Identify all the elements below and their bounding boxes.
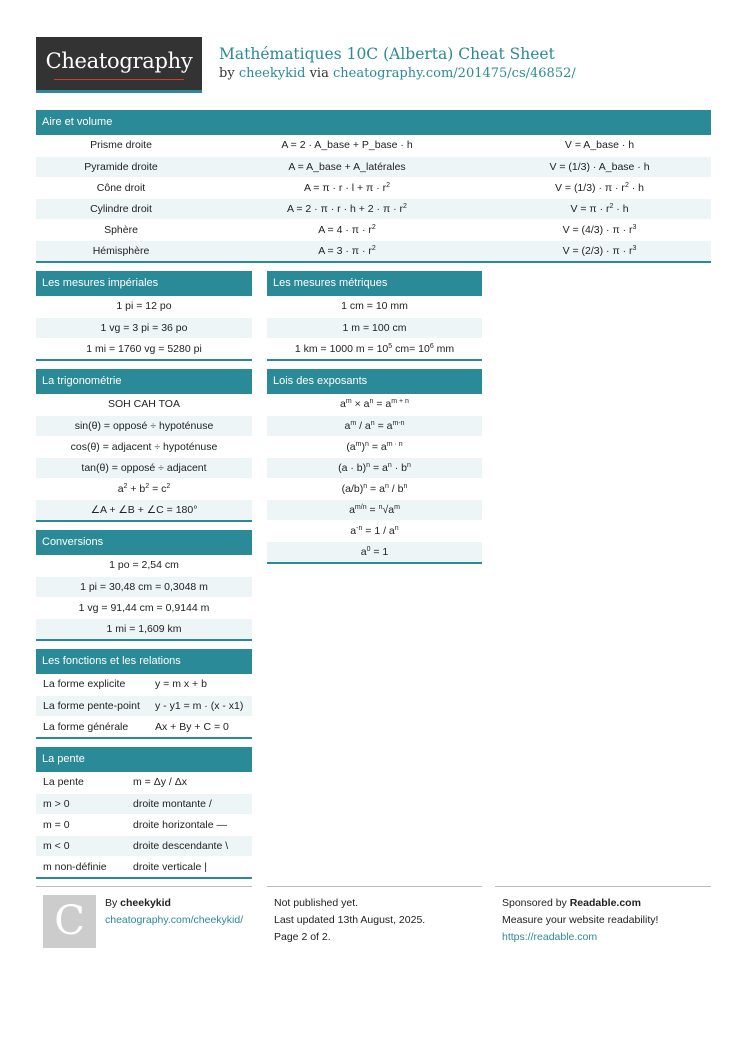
table-row: m non-définie droite verticale | bbox=[36, 856, 252, 877]
area-formula: $A = 4 \cdot \pi \cdot r^2$ bbox=[318, 224, 376, 236]
sponsor-name: Readable.com bbox=[569, 897, 641, 909]
shape-name: Hémisphère bbox=[92, 245, 150, 257]
page-number: Page 2 of 2. bbox=[274, 931, 331, 943]
shape-name: Prisme droite bbox=[90, 139, 152, 151]
list-item: 1 po = 2,54 cm bbox=[109, 559, 179, 571]
list-item: 1 vg = 3 pi = 36 po bbox=[36, 317, 252, 338]
list-item: 1 km = 1000 $m = 10^5$ $cm= 10^6$ mm bbox=[267, 338, 482, 359]
area-formula: $A = \pi \cdot r \cdot l + \pi \cdot r^2$ bbox=[303, 182, 391, 194]
table-row bbox=[36, 240, 711, 261]
section-title: Conversions bbox=[36, 530, 252, 555]
volume-formula: $V = \pi \cdot r^2 \cdot h$ bbox=[570, 203, 629, 215]
list-item: $a^m / a^n = a^{m-n}$ bbox=[267, 415, 482, 436]
list-item: cos(θ) = adjacent ÷ hypoténuse bbox=[36, 436, 252, 457]
footer-status bbox=[267, 886, 482, 956]
sponsor-link[interactable]: https://readable.com bbox=[502, 931, 598, 943]
list-item: $(a \cdot b)^n = a^n \cdot b^n$ bbox=[267, 457, 482, 478]
volume-formula: $V = (1/3) \cdot \pi \cdot r^2 \cdot h$ bbox=[554, 182, 645, 194]
table-row bbox=[36, 177, 711, 198]
list-item: $(a/b)^n = a^n / b^n$ bbox=[267, 478, 482, 499]
list-item: sin(θ) = opposé ÷ hypoténuse bbox=[36, 415, 252, 436]
by-prefix: by bbox=[219, 66, 235, 81]
table-row: m > 0 droite montante / bbox=[36, 793, 252, 814]
by-label: By bbox=[105, 897, 121, 909]
area-formula: $A = 2 \cdot \pi \cdot r \cdot h + 2 \cdot \pi \cdot r^2$ bbox=[287, 203, 407, 215]
list-item: SOH CAH TOA bbox=[108, 398, 180, 410]
list-item: 1 pi = 12 po bbox=[116, 300, 172, 312]
exponents-section bbox=[267, 369, 482, 564]
section-title: Les mesures métriques bbox=[267, 271, 482, 296]
list-item: 1 cm = 10 mm bbox=[341, 300, 408, 312]
slope-section bbox=[36, 747, 252, 879]
list-item: 1 mi = 1,609 km bbox=[36, 618, 252, 639]
table-row bbox=[36, 135, 711, 156]
volume-formula: V = (1/3) · A_base · h bbox=[549, 161, 650, 173]
area-formula: A = 2 · A_base + P_base · h bbox=[281, 139, 413, 151]
section-title: Lois des exposants bbox=[267, 369, 482, 394]
footer-author bbox=[36, 886, 252, 956]
functions-section bbox=[36, 649, 252, 739]
page-title: Mathématiques 10C (Alberta) Cheat Sheet bbox=[219, 45, 555, 63]
published-status: Not published yet. bbox=[274, 897, 359, 909]
section-title: Les mesures impériales bbox=[36, 271, 252, 296]
list-item: 1 pi = 30,48 cm = 0,3048 m bbox=[36, 576, 252, 597]
table-row: m = 0 droite horizontale — bbox=[36, 814, 252, 835]
metric-section bbox=[267, 271, 482, 361]
shape-name: Pyramide droite bbox=[84, 161, 158, 173]
shape-name: Sphère bbox=[104, 224, 138, 236]
aire-volume-section bbox=[36, 110, 711, 263]
logo-text: Cheatography bbox=[45, 49, 193, 73]
list-item: 1 m = 100 cm bbox=[267, 317, 482, 338]
list-item: $a^{-n} = 1 / a^n$ bbox=[267, 520, 482, 541]
table-row: La pente m = Δy / Δx bbox=[43, 776, 187, 788]
byline bbox=[219, 66, 576, 81]
table-row bbox=[36, 219, 711, 240]
area-formula: A = A_base + A_latérales bbox=[288, 161, 406, 173]
section-title: Aire et volume bbox=[36, 110, 711, 135]
list-item: $a^2 + b^2 = c^2$ bbox=[36, 478, 252, 499]
list-item: $a^{m/n} = ^n√a^m$ bbox=[267, 499, 482, 520]
footer-author-name: cheekykid bbox=[120, 897, 171, 909]
shape-name: Cône droit bbox=[96, 182, 146, 194]
sheet-url-link[interactable]: cheatography.com/201475/cs/46852/ bbox=[332, 66, 576, 81]
table-row: La forme pente-point y - y1 = m · (x - x1) bbox=[36, 695, 252, 716]
list-item: ∠A + ∠B + ∠C = 180° bbox=[36, 499, 252, 520]
section-title: La pente bbox=[36, 747, 252, 772]
sponsored-label: Sponsored by bbox=[502, 897, 570, 909]
conversions-section bbox=[36, 530, 252, 641]
area-formula: $A = 3 \cdot \pi \cdot r^2$ bbox=[318, 245, 376, 257]
avatar: C bbox=[43, 895, 96, 948]
imperial-section bbox=[36, 271, 252, 361]
table-row: m < 0 droite descendante \ bbox=[36, 835, 252, 856]
list-item: $a^0 = 1$ bbox=[267, 541, 482, 562]
section-title: La trigonométrie bbox=[36, 369, 252, 394]
logo-underline bbox=[54, 79, 184, 80]
section-title: Les fonctions et les relations bbox=[36, 649, 252, 674]
table-row bbox=[36, 156, 711, 177]
cheatography-logo[interactable] bbox=[36, 37, 202, 93]
author-profile-link[interactable]: cheatography.com/cheekykid/ bbox=[105, 914, 244, 926]
via-text: via bbox=[309, 66, 329, 81]
volume-formula: V = A_base · h bbox=[564, 139, 635, 151]
table-row: La forme générale Ax + By + C = 0 bbox=[36, 716, 252, 737]
volume-formula: $V = (4/3) \cdot \pi \cdot r^3$ bbox=[562, 224, 637, 236]
last-updated: Last updated 13th August, 2025. bbox=[274, 914, 426, 926]
list-item: $a^m \times a^n = a^{m + n}$ bbox=[340, 398, 409, 410]
author-link[interactable]: cheekykid bbox=[238, 66, 306, 81]
list-item: $(a^m)^n = a^{m \cdot n}$ bbox=[267, 436, 482, 457]
footer-sponsor bbox=[495, 886, 711, 956]
sponsor-tagline: Measure your website readability! bbox=[502, 914, 659, 926]
table-row bbox=[36, 198, 711, 219]
trig-section bbox=[36, 369, 252, 522]
table-row: La forme explicite y = m x + b bbox=[43, 678, 207, 690]
list-item: tan(θ) = opposé ÷ adjacent bbox=[36, 457, 252, 478]
volume-formula: $V = (2/3) \cdot \pi \cdot r^3$ bbox=[562, 245, 637, 257]
shape-name: Cylindre droit bbox=[90, 203, 152, 215]
list-item: 1 mi = 1760 vg = 5280 pi bbox=[36, 338, 252, 359]
list-item: 1 vg = 91,44 cm = 0,9144 m bbox=[36, 597, 252, 618]
